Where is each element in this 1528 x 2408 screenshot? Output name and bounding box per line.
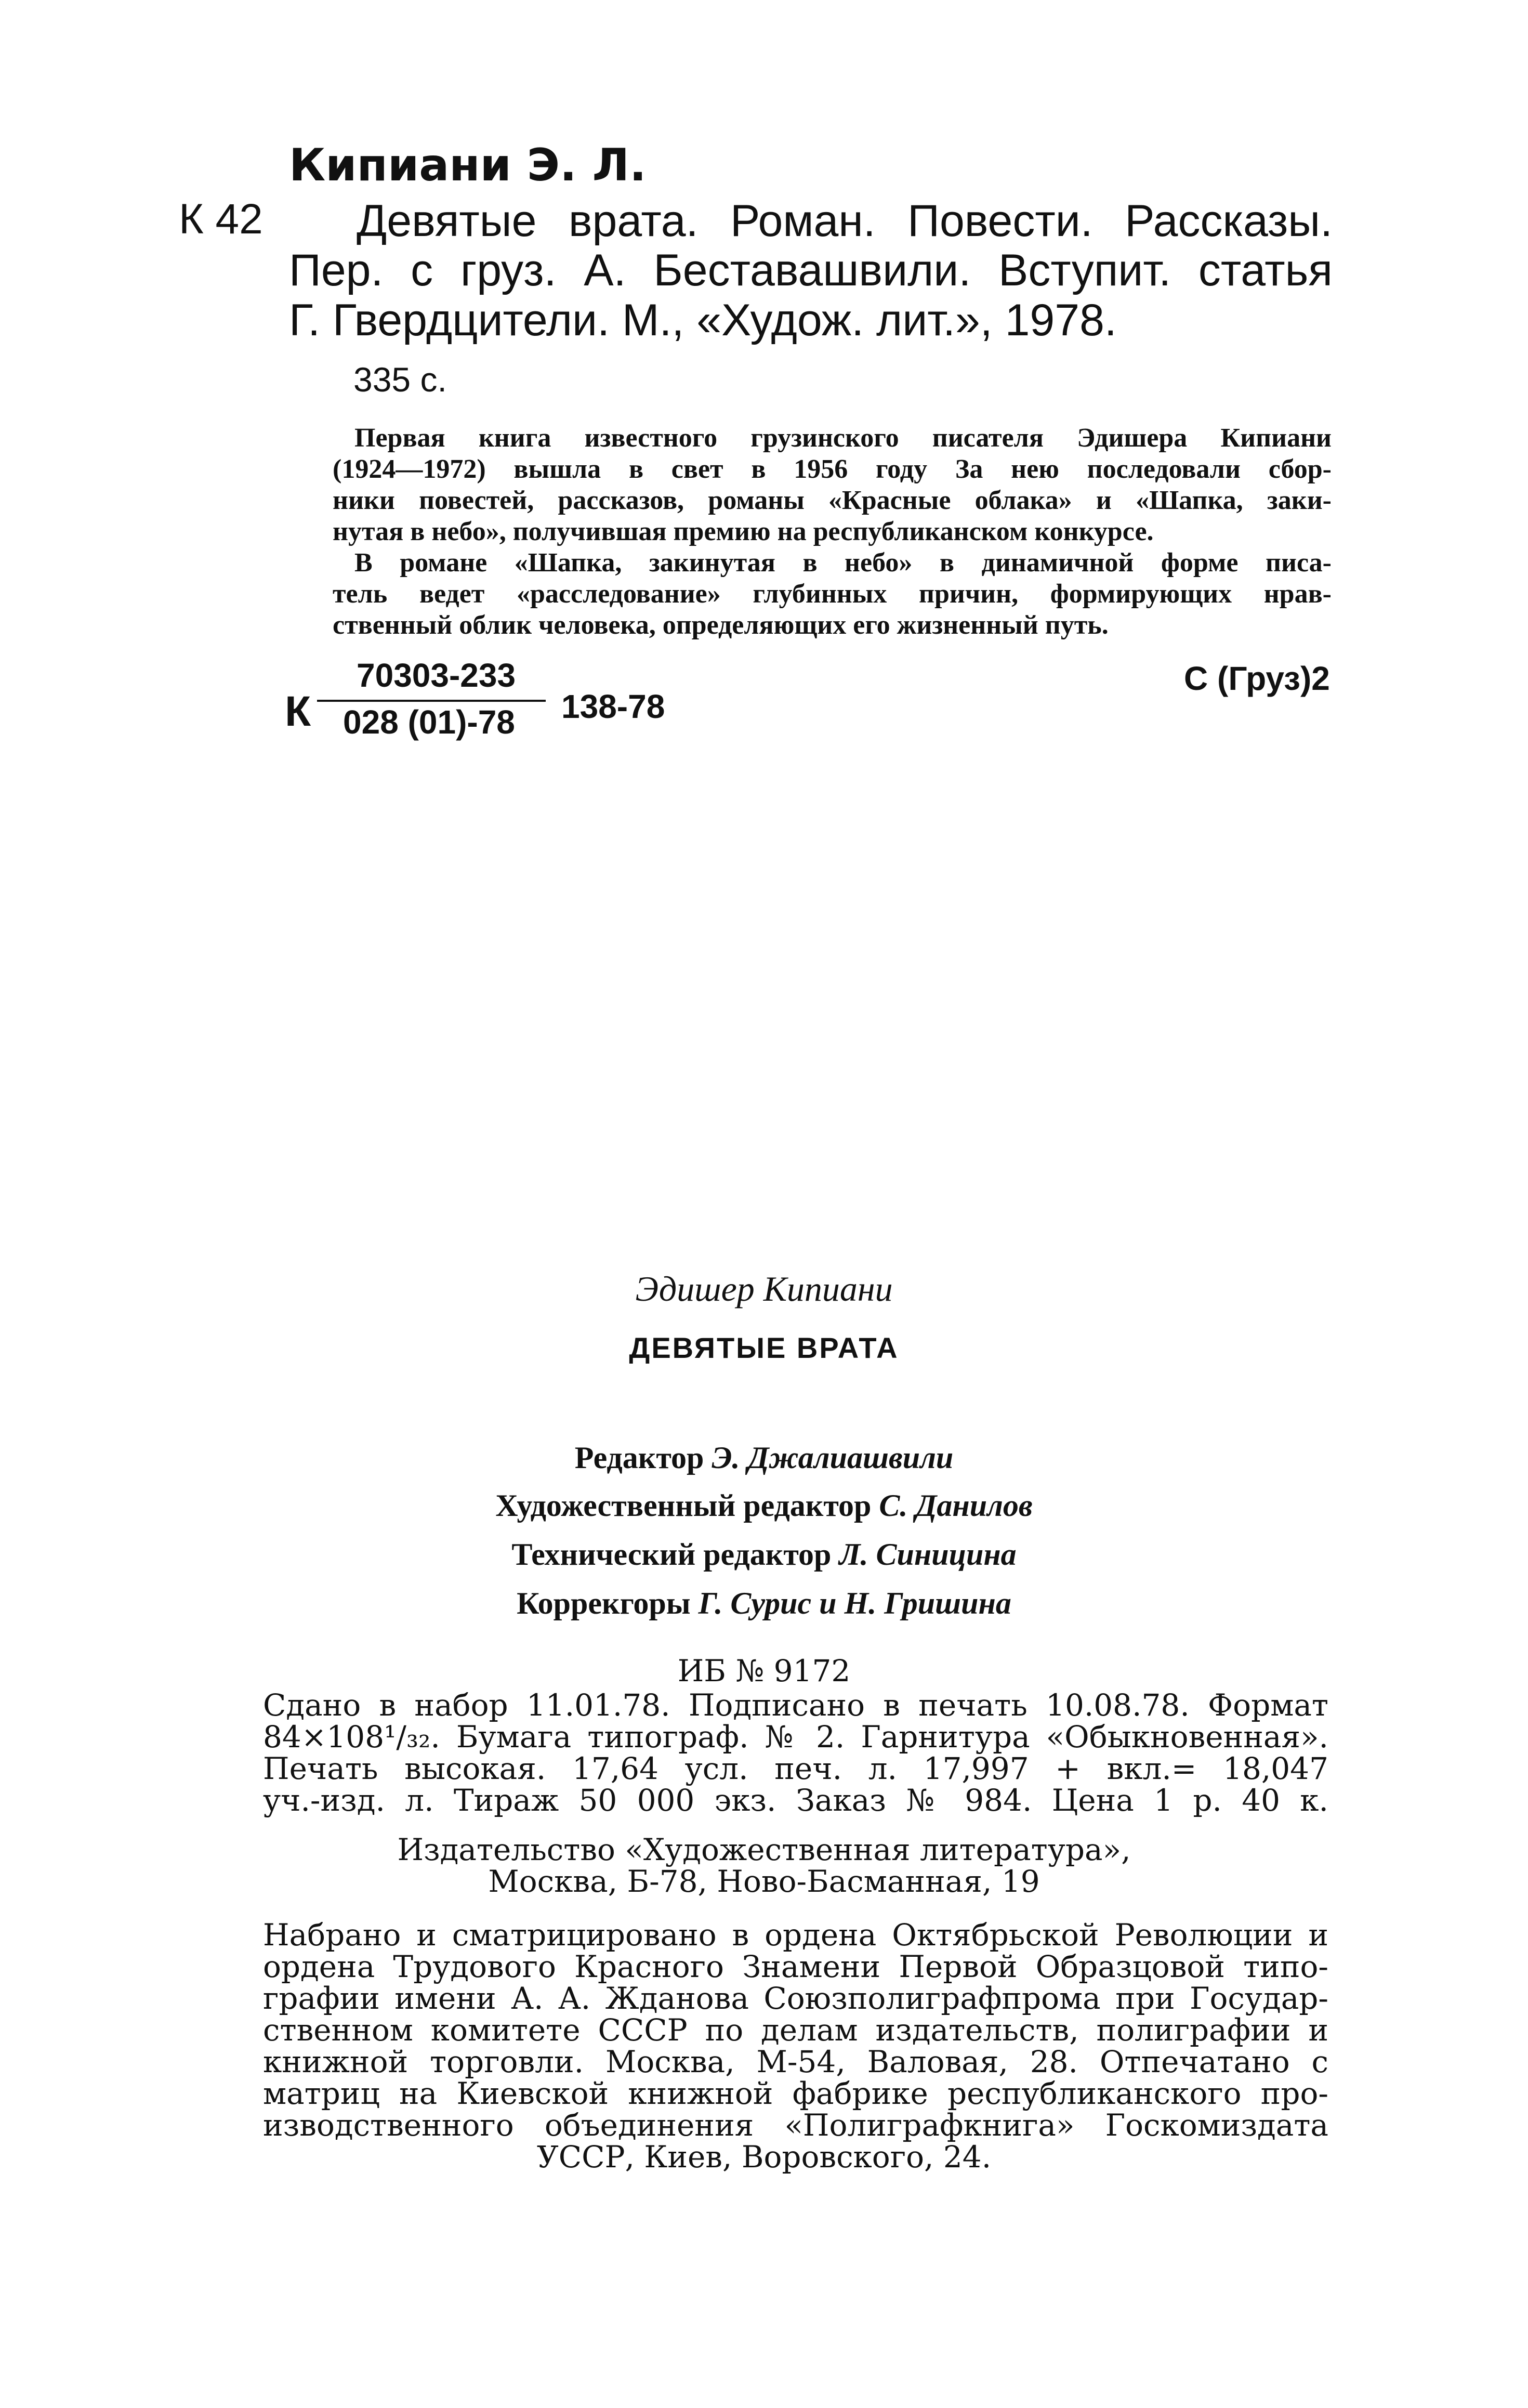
printer-line: ордена Трудового Красного Знамени Первой Образцовой типо- bbox=[263, 1949, 1328, 1984]
classification-numerator: 70303-233 bbox=[357, 657, 516, 694]
credit-tech-editor bbox=[0, 1537, 1528, 1573]
fraction-bar bbox=[317, 700, 546, 702]
annotation-line: (1924—1972) вышла в свет в 1956 году За нею последовали сбор- bbox=[333, 454, 1332, 484]
annotation-line: ники повестей, рассказов, романы «Красные облака» и «Шапка, заки- bbox=[333, 486, 1332, 515]
annotation-line: нутая в небо», получившая премию на республиканском конкурсе. bbox=[333, 517, 1154, 546]
credit-proofreaders bbox=[0, 1586, 1528, 1621]
credit-role: Технический редактор bbox=[511, 1537, 832, 1572]
publisher-line: Издательство «Художественная литература», bbox=[397, 1832, 1131, 1867]
ib-number: ИБ № 9172 bbox=[677, 1653, 851, 1689]
credit-editor bbox=[0, 1440, 1528, 1476]
author-heading: Кипиани Э. Л. bbox=[289, 139, 647, 191]
credit-role: Художественный редактор bbox=[495, 1488, 872, 1523]
printer-line: ственном комитете СССР по делам издательств, полиграфии и bbox=[263, 2012, 1328, 2048]
annotation-line: ственный облик человека, определяющих его жизненный путь. bbox=[333, 610, 1109, 640]
page-count: 335 с. bbox=[353, 360, 447, 399]
printer-line: УССР, Киев, Воровского, 24. bbox=[536, 2139, 992, 2175]
production-line: уч.-изд. л. Тираж 50 000 экз. Заказ № 984. Цена 1 р. 40 к. bbox=[263, 1783, 1328, 1818]
description-line-3: Г. Гвердцители. М., «Худож. лит.», 1978. bbox=[289, 295, 1117, 345]
credit-art-editor bbox=[0, 1488, 1528, 1524]
credit-name: Г. Сурис и Н. Гришина bbox=[698, 1586, 1011, 1620]
credit-name: С. Данилов bbox=[879, 1488, 1033, 1523]
production-line: 84×108¹/₃₂. Бумага типограф. № 2. Гарнитура «Обыкновенная». bbox=[263, 1719, 1328, 1755]
publisher-line: Москва, Б-78, Ново-Басманная, 19 bbox=[488, 1864, 1040, 1899]
bbk-code: С (Груз)2 bbox=[1184, 660, 1330, 697]
credit-name: Э. Джалиашвили bbox=[712, 1441, 954, 1475]
credit-name: Л. Синицина bbox=[839, 1537, 1017, 1572]
imprint-title: ДЕВЯТЫЕ ВРАТА bbox=[629, 1331, 899, 1364]
printer-line: Набрано и сматрицировано в ордена Октябрьской Революции и bbox=[263, 1917, 1328, 1953]
credit-role: Коррекгоры bbox=[517, 1586, 691, 1620]
classification-suffix: 138-78 bbox=[561, 688, 665, 725]
imprint-author: Эдишер Кипиани bbox=[635, 1269, 893, 1308]
credit-role: Редактор bbox=[574, 1441, 704, 1475]
index-code: К 42 bbox=[179, 195, 263, 243]
description-line-2: Пер. с груз. А. Беставашвили. Вступит. статья bbox=[289, 245, 1333, 295]
printer-line: графии имени А. А. Жданова Союзполиграфпрома при Государ- bbox=[263, 1981, 1328, 2016]
annotation-line: В романе «Шапка, закинутая в небо» в динамичной форме писа- bbox=[354, 548, 1332, 578]
annotation-line: Первая книга известного грузинского писателя Эдишера Кипиани bbox=[354, 423, 1332, 453]
production-line: Печать высокая. 17,64 усл. печ. л. 17,997 + вкл.= 18,047 bbox=[263, 1751, 1328, 1786]
classification-denominator: 028 (01)-78 bbox=[343, 703, 515, 741]
printer-line: матриц на Киевской книжной фабрике республиканского про- bbox=[263, 2076, 1328, 2111]
description-line-1: Девятые врата. Роман. Повести. Рассказы. bbox=[357, 196, 1333, 246]
production-line: Сдано в набор 11.01.78. Подписано в печать 10.08.78. Формат bbox=[263, 1687, 1328, 1723]
printer-line: изводственного объединения «Полиграфкнига» Госкомиздата bbox=[263, 2108, 1328, 2143]
annotation-line: тель ведет «расследование» глубинных причин, формирующих нрав- bbox=[333, 579, 1332, 609]
printer-line: книжной торговли. Москва, М-54, Валовая, 28. Отпечатано с bbox=[263, 2044, 1328, 2079]
classification-prefix: К bbox=[285, 688, 311, 735]
